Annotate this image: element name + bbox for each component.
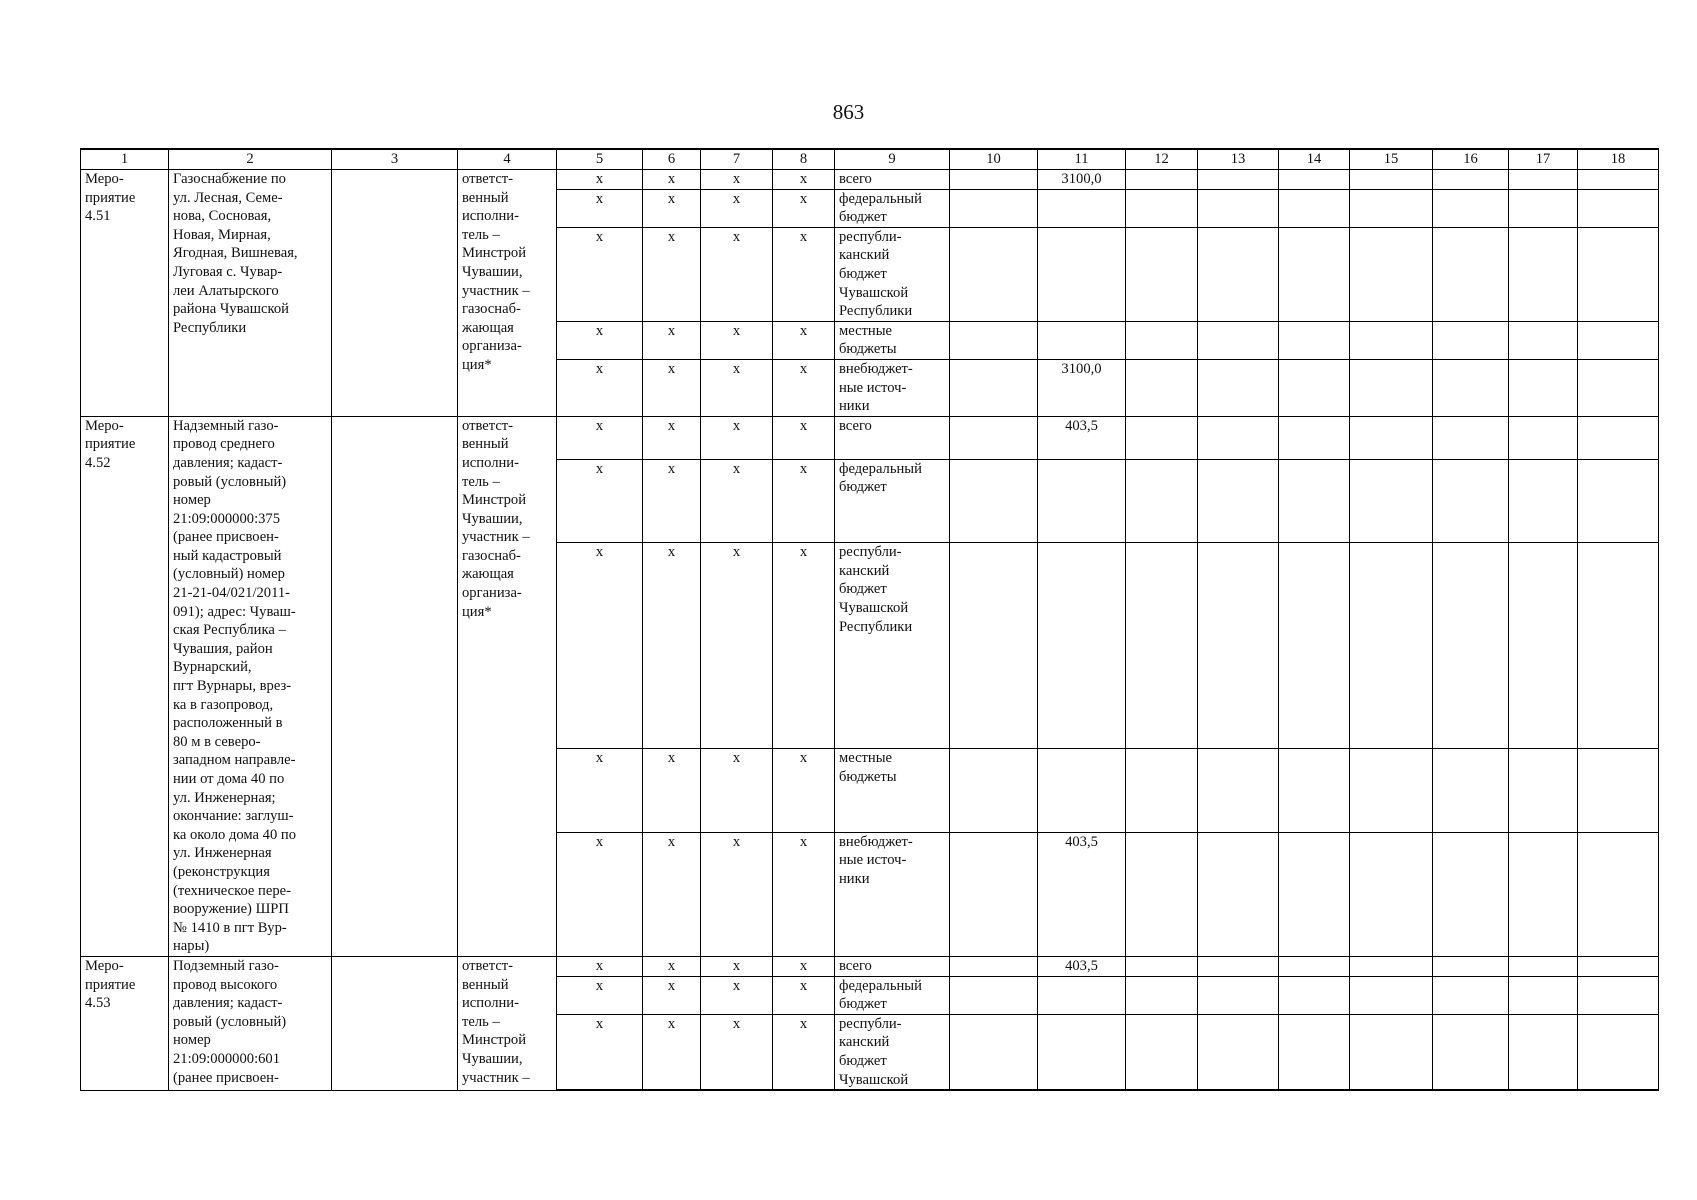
measure-name-text: Подземный газо- провод высокого давления; кадаст- ровый (условный) номер 21:09:000000:601 (ранее присвоен- — [173, 957, 287, 1086]
x-mark-col-5: x — [557, 359, 643, 416]
measure-id-text: Меро- приятие 4.52 — [85, 417, 136, 471]
measure-id — [81, 170, 169, 417]
column-13-cell — [1198, 832, 1279, 956]
column-13-cell — [1198, 359, 1279, 416]
column-10-cell — [950, 189, 1038, 227]
column-header-12: 12 — [1126, 149, 1198, 170]
column-16-cell — [1433, 543, 1509, 749]
measure-name-text: Надземный газо- провод среднего давления; кадаст- ровый (условный) номер 21:09:000000:375 (ранее присвоен- ный кадастровый (условный) номер 21-21-04/021/2011- 091); адрес: Чуваш- ская Республика – Чувашия, район Вурнарский, пгт Вурнары, врез- ка в газопровод, расположенный в 80 м в северо- западном направле- нии от дома 40 по ул. Инженерная; окончание: заглуш- ка около дома 40 по ул. Инженерная (реконструкция (техническое пере- вооружение) ШРП № 1410 в пгт Вур- нары) — [173, 417, 297, 955]
funding-source-text: федеральный бюджет — [839, 977, 922, 1013]
column-15-cell — [1350, 832, 1433, 956]
column-17-cell — [1509, 459, 1578, 543]
table-body — [81, 149, 1659, 1090]
column-16-cell — [1433, 321, 1509, 359]
column-14-cell — [1279, 976, 1350, 1014]
funding-source-text: местные бюджеты — [839, 322, 897, 358]
column-10-cell — [950, 416, 1038, 459]
amount-col-11 — [1038, 227, 1126, 321]
column-header-13: 13 — [1198, 149, 1279, 170]
column-10-cell — [950, 956, 1038, 976]
executor-text: ответст- венный исполни- тель – Минстрой Чувашии, участник – газоснаб- жающая организа- ция* — [462, 417, 530, 620]
column-15-cell — [1350, 227, 1433, 321]
column-15-cell — [1350, 543, 1433, 749]
funding-source — [835, 189, 950, 227]
x-mark-col-6: x — [643, 227, 701, 321]
x-mark-col-7: x — [701, 459, 773, 543]
x-mark-col-6: x — [643, 543, 701, 749]
funding-source-text: внебюджет- ные источ- ники — [839, 833, 913, 887]
x-mark-col-5: x — [557, 416, 643, 459]
x-mark-col-8: x — [773, 459, 835, 543]
x-mark-col-5: x — [557, 227, 643, 321]
column-18-cell — [1578, 543, 1659, 749]
column-13-cell — [1198, 170, 1279, 190]
column-12-cell — [1126, 189, 1198, 227]
executor — [458, 416, 557, 956]
column-3-cell — [332, 170, 458, 417]
column-header-10: 10 — [950, 149, 1038, 170]
x-mark-col-6: x — [643, 321, 701, 359]
page-number: 863 — [832, 100, 865, 124]
x-mark-col-5: x — [557, 1014, 643, 1090]
amount-col-11: 3100,0 — [1038, 170, 1126, 190]
column-header-5: 5 — [557, 149, 643, 170]
measure-id-text: Меро- приятие 4.51 — [85, 171, 136, 225]
x-mark-col-6: x — [643, 170, 701, 190]
amount-col-11: 403,5 — [1038, 956, 1126, 976]
column-12-cell — [1126, 359, 1198, 416]
x-mark-col-6: x — [643, 832, 701, 956]
column-12-cell — [1126, 321, 1198, 359]
funding-source-text: федеральный бюджет — [839, 460, 922, 496]
x-mark-col-8: x — [773, 416, 835, 459]
column-15-cell — [1350, 1014, 1433, 1090]
funding-source — [835, 1014, 950, 1090]
funding-source — [835, 170, 950, 190]
column-14-cell — [1279, 459, 1350, 543]
column-header-2: 2 — [169, 149, 332, 170]
column-13-cell — [1198, 956, 1279, 976]
column-13-cell — [1198, 543, 1279, 749]
column-3-cell — [332, 416, 458, 956]
column-18-cell — [1578, 321, 1659, 359]
column-10-cell — [950, 543, 1038, 749]
column-10-cell — [950, 459, 1038, 543]
x-mark-col-7: x — [701, 1014, 773, 1090]
funding-source-text: республи- канский бюджет Чувашской — [839, 1015, 909, 1088]
column-header-8: 8 — [773, 149, 835, 170]
x-mark-col-6: x — [643, 976, 701, 1014]
column-14-cell — [1279, 359, 1350, 416]
x-mark-col-7: x — [701, 416, 773, 459]
header-row — [81, 149, 1659, 170]
x-mark-col-6: x — [643, 416, 701, 459]
column-3-cell — [332, 956, 458, 1090]
column-15-cell — [1350, 416, 1433, 459]
column-16-cell — [1433, 416, 1509, 459]
column-16-cell — [1433, 459, 1509, 543]
column-header-11: 11 — [1038, 149, 1126, 170]
column-14-cell — [1279, 227, 1350, 321]
x-mark-col-8: x — [773, 543, 835, 749]
x-mark-col-8: x — [773, 748, 835, 832]
column-header-15: 15 — [1350, 149, 1433, 170]
column-18-cell — [1578, 170, 1659, 190]
funding-source — [835, 227, 950, 321]
measure-id — [81, 956, 169, 1090]
column-16-cell — [1433, 189, 1509, 227]
column-14-cell — [1279, 321, 1350, 359]
x-mark-col-8: x — [773, 321, 835, 359]
x-mark-col-5: x — [557, 170, 643, 190]
column-16-cell — [1433, 1014, 1509, 1090]
x-mark-col-8: x — [773, 359, 835, 416]
column-13-cell — [1198, 1014, 1279, 1090]
x-mark-col-7: x — [701, 976, 773, 1014]
column-17-cell — [1509, 956, 1578, 976]
amount-col-11 — [1038, 543, 1126, 749]
funding-source-text: республи- канский бюджет Чувашской Республики — [839, 544, 913, 635]
funding-source-text: республи- канский бюджет Чувашской Республики — [839, 228, 913, 320]
x-mark-col-7: x — [701, 748, 773, 832]
column-header-9: 9 — [835, 149, 950, 170]
column-13-cell — [1198, 976, 1279, 1014]
funding-source — [835, 416, 950, 459]
measure-id — [81, 416, 169, 956]
measure-name — [169, 956, 332, 1090]
column-18-cell — [1578, 1014, 1659, 1090]
table-row — [81, 416, 1659, 459]
funding-source — [835, 543, 950, 749]
column-17-cell — [1509, 227, 1578, 321]
column-10-cell — [950, 1014, 1038, 1090]
x-mark-col-8: x — [773, 189, 835, 227]
x-mark-col-7: x — [701, 321, 773, 359]
table-row — [81, 956, 1659, 976]
column-18-cell — [1578, 748, 1659, 832]
x-mark-col-5: x — [557, 189, 643, 227]
column-12-cell — [1126, 748, 1198, 832]
executor — [458, 956, 557, 1090]
column-10-cell — [950, 359, 1038, 416]
column-13-cell — [1198, 321, 1279, 359]
column-16-cell — [1433, 832, 1509, 956]
column-12-cell — [1126, 832, 1198, 956]
funding-source — [835, 321, 950, 359]
x-mark-col-5: x — [557, 832, 643, 956]
x-mark-col-6: x — [643, 748, 701, 832]
column-18-cell — [1578, 459, 1659, 543]
column-14-cell — [1279, 748, 1350, 832]
column-16-cell — [1433, 227, 1509, 321]
column-17-cell — [1509, 832, 1578, 956]
x-mark-col-6: x — [643, 459, 701, 543]
column-17-cell — [1509, 359, 1578, 416]
funding-source — [835, 956, 950, 976]
column-18-cell — [1578, 976, 1659, 1014]
column-15-cell — [1350, 976, 1433, 1014]
column-15-cell — [1350, 956, 1433, 976]
x-mark-col-7: x — [701, 189, 773, 227]
column-14-cell — [1279, 956, 1350, 976]
column-14-cell — [1279, 170, 1350, 190]
funding-source-text: местные бюджеты — [839, 749, 897, 785]
x-mark-col-8: x — [773, 976, 835, 1014]
column-16-cell — [1433, 976, 1509, 1014]
column-12-cell — [1126, 459, 1198, 543]
x-mark-col-7: x — [701, 956, 773, 976]
column-header-6: 6 — [643, 149, 701, 170]
amount-col-11 — [1038, 321, 1126, 359]
column-18-cell — [1578, 227, 1659, 321]
funding-source-text: всего — [839, 171, 872, 187]
column-12-cell — [1126, 170, 1198, 190]
column-18-cell — [1578, 416, 1659, 459]
table-row — [81, 170, 1659, 190]
x-mark-col-5: x — [557, 748, 643, 832]
column-17-cell — [1509, 416, 1578, 459]
column-14-cell — [1279, 416, 1350, 459]
column-15-cell — [1350, 459, 1433, 543]
funding-source-text: внебюджет- ные источ- ники — [839, 360, 913, 415]
column-17-cell — [1509, 170, 1578, 190]
funding-source-text: всего — [839, 417, 872, 434]
column-header-14: 14 — [1279, 149, 1350, 170]
column-17-cell — [1509, 976, 1578, 1014]
x-mark-col-8: x — [773, 227, 835, 321]
column-12-cell — [1126, 1014, 1198, 1090]
column-13-cell — [1198, 748, 1279, 832]
column-18-cell — [1578, 189, 1659, 227]
column-header-4: 4 — [458, 149, 557, 170]
column-12-cell — [1126, 956, 1198, 976]
measure-name — [169, 170, 332, 417]
column-13-cell — [1198, 416, 1279, 459]
x-mark-col-5: x — [557, 976, 643, 1014]
column-13-cell — [1198, 189, 1279, 227]
amount-col-11: 403,5 — [1038, 832, 1126, 956]
x-mark-col-7: x — [701, 170, 773, 190]
column-10-cell — [950, 321, 1038, 359]
x-mark-col-6: x — [643, 1014, 701, 1090]
x-mark-col-7: x — [701, 832, 773, 956]
column-10-cell — [950, 170, 1038, 190]
column-12-cell — [1126, 227, 1198, 321]
amount-col-11: 403,5 — [1038, 416, 1126, 459]
column-16-cell — [1433, 170, 1509, 190]
x-mark-col-8: x — [773, 832, 835, 956]
column-16-cell — [1433, 748, 1509, 832]
column-14-cell — [1279, 1014, 1350, 1090]
x-mark-col-6: x — [643, 956, 701, 976]
x-mark-col-7: x — [701, 227, 773, 321]
column-header-1: 1 — [81, 149, 169, 170]
column-18-cell — [1578, 832, 1659, 956]
column-header-17: 17 — [1509, 149, 1578, 170]
column-15-cell — [1350, 748, 1433, 832]
x-mark-col-8: x — [773, 170, 835, 190]
column-header-7: 7 — [701, 149, 773, 170]
column-14-cell — [1279, 832, 1350, 956]
column-16-cell — [1433, 956, 1509, 976]
amount-col-11 — [1038, 976, 1126, 1014]
column-10-cell — [950, 976, 1038, 1014]
column-14-cell — [1279, 189, 1350, 227]
executor-text: ответст- венный исполни- тель – Минстрой Чувашии, участник – газоснаб- жающая организа- ция* — [462, 171, 530, 373]
column-header-18: 18 — [1578, 149, 1659, 170]
column-17-cell — [1509, 321, 1578, 359]
funding-source-text: всего — [839, 957, 872, 974]
column-header-16: 16 — [1433, 149, 1509, 170]
x-mark-col-6: x — [643, 189, 701, 227]
x-mark-col-5: x — [557, 543, 643, 749]
amount-col-11 — [1038, 189, 1126, 227]
column-10-cell — [950, 748, 1038, 832]
amount-col-11 — [1038, 1014, 1126, 1090]
x-mark-col-5: x — [557, 459, 643, 543]
funding-source — [835, 976, 950, 1014]
amount-col-11 — [1038, 459, 1126, 543]
column-header-3: 3 — [332, 149, 458, 170]
x-mark-col-7: x — [701, 543, 773, 749]
column-12-cell — [1126, 416, 1198, 459]
column-13-cell — [1198, 227, 1279, 321]
column-17-cell — [1509, 1014, 1578, 1090]
funding-source-text: федеральный бюджет — [839, 190, 922, 226]
funding-source — [835, 359, 950, 416]
column-17-cell — [1509, 543, 1578, 749]
column-15-cell — [1350, 170, 1433, 190]
column-15-cell — [1350, 189, 1433, 227]
x-mark-col-8: x — [773, 1014, 835, 1090]
column-12-cell — [1126, 976, 1198, 1014]
amount-col-11: 3100,0 — [1038, 359, 1126, 416]
executor-text: ответст- венный исполни- тель – Минстрой Чувашии, участник – — [462, 957, 530, 1086]
column-16-cell — [1433, 359, 1509, 416]
x-mark-col-8: x — [773, 956, 835, 976]
measure-name-text: Газоснабжение по ул. Лесная, Семе- нова, Сосновая, Новая, Мирная, Ягодная, Вишневая, Луговая с. Чувар- леи Алатырского района Чувашской Республики — [173, 171, 298, 336]
funding-source — [835, 832, 950, 956]
column-15-cell — [1350, 321, 1433, 359]
column-17-cell — [1509, 748, 1578, 832]
funding-source — [835, 748, 950, 832]
column-10-cell — [950, 227, 1038, 321]
column-18-cell — [1578, 359, 1659, 416]
column-13-cell — [1198, 459, 1279, 543]
column-15-cell — [1350, 359, 1433, 416]
column-12-cell — [1126, 543, 1198, 749]
measure-name — [169, 416, 332, 956]
measures-table — [80, 148, 1659, 1091]
column-14-cell — [1279, 543, 1350, 749]
x-mark-col-7: x — [701, 359, 773, 416]
x-mark-col-6: x — [643, 359, 701, 416]
amount-col-11 — [1038, 748, 1126, 832]
x-mark-col-5: x — [557, 321, 643, 359]
x-mark-col-5: x — [557, 956, 643, 976]
column-17-cell — [1509, 189, 1578, 227]
executor — [458, 170, 557, 417]
column-10-cell — [950, 832, 1038, 956]
measure-id-text: Меро- приятие 4.53 — [85, 957, 136, 1012]
column-18-cell — [1578, 956, 1659, 976]
funding-source — [835, 459, 950, 543]
